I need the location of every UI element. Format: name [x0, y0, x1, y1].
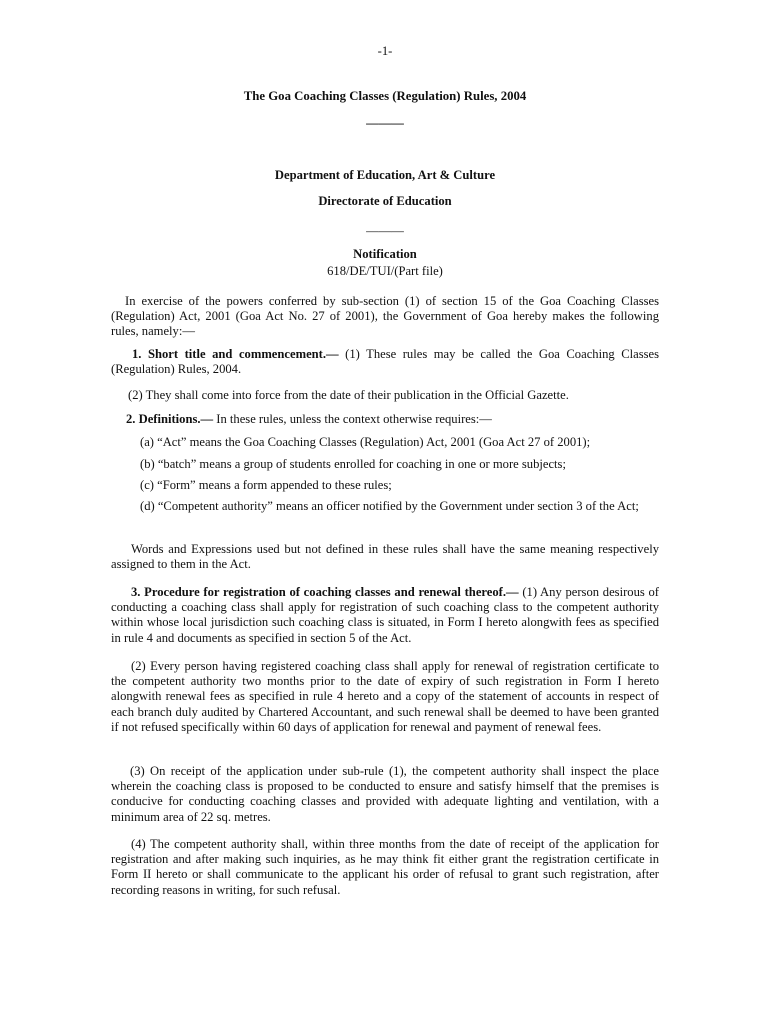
words-paragraph: Words and Expressions used but not defined in these rules shall have the same meaning respectively assigned to them in the Act. — [111, 542, 659, 572]
department-heading: Department of Education, Art & Culture — [274, 168, 496, 182]
definition-a: (a) “Act” means the Goa Coaching Classes (Regulation) Act, 2001 (Goa Act 27 of 2001); — [140, 435, 591, 449]
rule-1-heading: 1. Short title and commencement.— — [132, 347, 339, 361]
definition-b: (b) “batch” means a group of students enrolled for coaching in one or more subjects; — [140, 457, 566, 471]
header-separator: ——— — [366, 224, 404, 238]
directorate-heading: Directorate of Education — [318, 194, 452, 208]
rule-2-heading: 2. Definitions.— — [126, 412, 214, 426]
rule-3-subrule-2: (2) Every person having registered coaching class shall apply for renewal of registration certificate to the competent authority two months prior to the date of expiry of such registration in Form I hereto alongwith renewal fees as specified in rule 4 hereto and a copy of the statement of accounts in respect of each branch duly audited by Chartered Accountant, and such renewal shall be deemed to have been granted if not refused specifically within 60 days of application for renewal and payment of renewal fees. — [111, 659, 659, 734]
rule-1-text: (1) These rules may be called the Goa Coaching Classes (Regulation) Rules, 2004. — [111, 347, 659, 377]
definition-c: (c) “Form” means a form appended to these rules; — [140, 478, 392, 492]
title-separator: ——— — [366, 116, 404, 130]
rule-3-text: (1) Any person desirous of conducting a coaching class shall apply for registration of such coaching class to the competent authority within whose local jurisdiction such coaching class is situated, in Form I hereto alongwith fees as specified in rule 4 and documents as specified in section 5 of the Act. — [111, 585, 659, 645]
rule-3-subrule-4: (4) The competent authority shall, within three months from the date of receipt of the application for registration and after making such inquiries, as he may think fit either grant the registration certificate in Form II hereto or shall communicate to the applicant his order of refusal to grant such registration, after recording reasons in writing, for such refusal. — [111, 837, 659, 897]
rule-3-subrule-3: (3) On receipt of the application under sub-rule (1), the competent authority shall inspect the place wherein the coaching class is proposed to be conducted to ensure and satisfy himself that the premises is conducive for conducting coaching classes and provided with adequate lighting and ventilation, with a minimum area of 22 sq. metres. — [111, 764, 659, 824]
preamble-paragraph: In exercise of the powers conferred by sub-section (1) of section 15 of the Goa Coaching Classes (Regulation) Act, 2001 (Goa Act No. 27 of 2001), the Government of Goa hereby makes the following rules, namely:— — [111, 294, 659, 339]
notification-heading: Notification — [353, 247, 417, 261]
rule-1-subrule-2: (2) They shall come into force from the date of their publication in the Official Gazette. — [128, 388, 569, 402]
document-title: The Goa Coaching Classes (Regulation) Rules, 2004 — [243, 89, 527, 103]
rule-3-heading: 3. Procedure for registration of coaching classes and renewal thereof.— — [131, 585, 519, 599]
rule-2-intro: In these rules, unless the context otherwise requires:— — [213, 412, 492, 426]
rule-2-paragraph — [111, 412, 659, 427]
notification-reference: 618/DE/TUI/(Part file) — [327, 264, 443, 278]
definition-d: (d) “Competent authority” means an officer notified by the Government under section 3 of the Act; — [140, 499, 639, 513]
page-number: -1- — [377, 44, 393, 58]
rule-1-paragraph — [111, 347, 659, 377]
rule-3-paragraph — [111, 585, 659, 646]
